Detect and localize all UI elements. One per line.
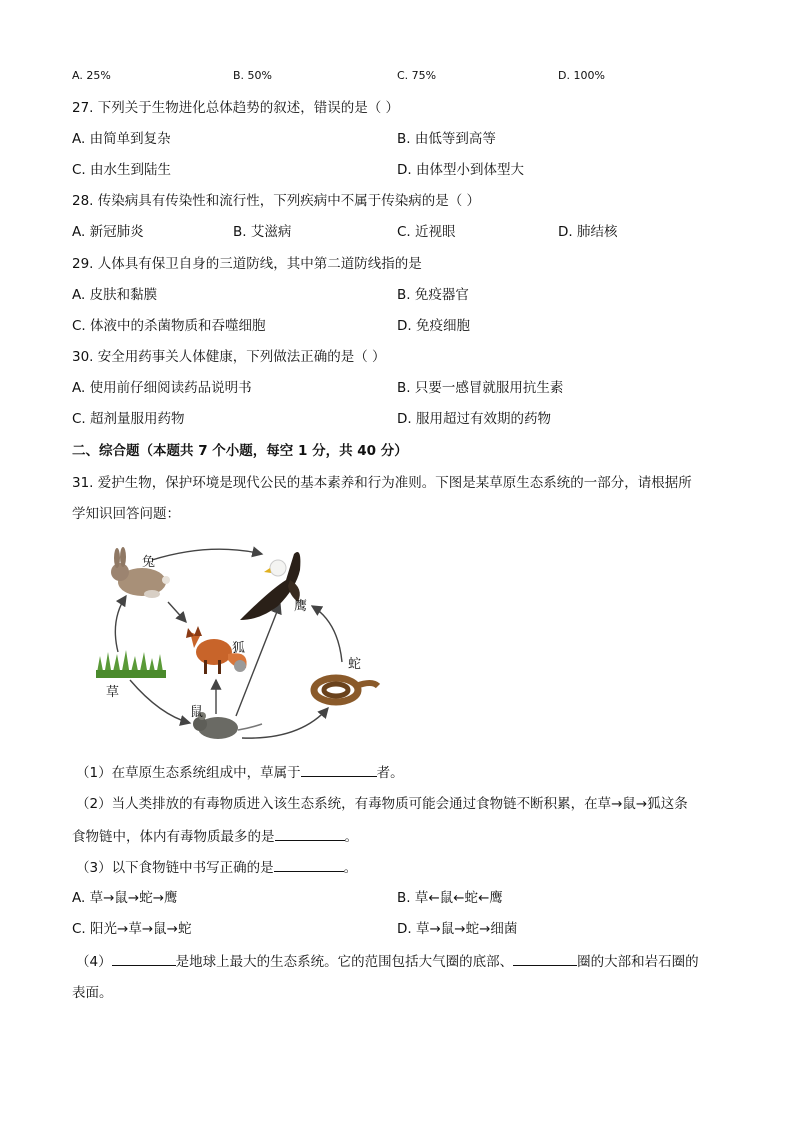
food-web-diagram xyxy=(90,540,390,750)
q31-part3-option-b[interactable]: B. 草←鼠←蛇←鹰 xyxy=(397,890,503,906)
q31-part1-blank[interactable] xyxy=(301,762,377,777)
q29-option-a[interactable]: A. 皮肤和黏膜 xyxy=(72,287,158,303)
q31-part3-blank[interactable] xyxy=(274,857,344,872)
label-grass: 草 xyxy=(106,685,120,700)
q27-stem: 27. 下列关于生物进化总体趋势的叙述，错误的是（ ） xyxy=(72,100,400,116)
label-snake: 蛇 xyxy=(348,657,362,672)
q31-part1-prefix: （1）在草原生态系统组成中，草属于 xyxy=(76,765,301,781)
q31-stem-line1: 31. 爱护生物，保护环境是现代公民的基本素养和行为准则。下图是某草原生态系统的一部分，请根据所 xyxy=(72,475,692,491)
q31-part1 xyxy=(76,762,404,782)
q31-part4-mid: 是地球上最大的生态系统。它的范围包括大气圈的底部、 xyxy=(175,954,514,970)
q27-option-c[interactable]: C. 由水生到陆生 xyxy=(72,162,172,178)
q28-option-c[interactable]: C. 近视眼 xyxy=(397,224,456,240)
q31-part4-blank2[interactable] xyxy=(513,951,577,966)
label-rabbit: 兔 xyxy=(142,555,156,570)
label-fox: 狐 xyxy=(232,641,246,656)
q30-option-a[interactable]: A. 使用前仔细阅读药品说明书 xyxy=(72,380,252,396)
q31-part3-prefix: （3）以下食物链中书写正确的是 xyxy=(76,860,274,876)
arrow-rabbit-fox xyxy=(168,602,186,622)
q30-stem: 30. 安全用药事关人体健康，下列做法正确的是（ ） xyxy=(72,349,386,365)
q28-option-a[interactable]: A. 新冠肺炎 xyxy=(72,224,144,240)
q26-option-b[interactable]: B. 50% xyxy=(233,69,272,82)
q30-option-c[interactable]: C. 超剂量服用药物 xyxy=(72,411,185,427)
q29-stem: 29. 人体具有保卫自身的三道防线，其中第二道防线指的是 xyxy=(72,256,422,272)
q31-part2-blank[interactable] xyxy=(275,826,345,841)
q29-option-b[interactable]: B. 免疫器官 xyxy=(397,287,469,303)
q26-option-a[interactable]: A. 25% xyxy=(72,69,111,82)
q27-option-d[interactable]: D. 由体型小到体型大 xyxy=(397,162,524,178)
q30-option-b[interactable]: B. 只要一感冒就服用抗生素 xyxy=(397,380,564,396)
q29-option-c[interactable]: C. 体液中的杀菌物质和吞噬细胞 xyxy=(72,318,266,334)
q26-option-c[interactable]: C. 75% xyxy=(397,69,437,82)
q26-option-d[interactable]: D. 100% xyxy=(558,69,605,82)
grass-icon xyxy=(96,650,166,678)
snake-icon xyxy=(314,678,378,702)
q31-part3-option-a[interactable]: A. 草→鼠→蛇→鹰 xyxy=(72,890,178,906)
q31-part4-prefix: （4） xyxy=(76,954,112,970)
q31-part4-line2: 表面。 xyxy=(72,985,113,1001)
q31-part4-blank1[interactable] xyxy=(112,951,176,966)
q31-part4-line1 xyxy=(76,951,699,971)
q31-part3 xyxy=(76,857,357,877)
q31-part3-option-d[interactable]: D. 草→鼠→蛇→细菌 xyxy=(397,921,518,937)
q31-part3-suffix: 。 xyxy=(343,860,358,876)
q27-option-a[interactable]: A. 由简单到复杂 xyxy=(72,131,171,147)
arrow-rabbit-eagle xyxy=(152,549,262,560)
mouse-icon xyxy=(193,712,262,739)
eagle-icon xyxy=(240,552,300,620)
arrow-mouse-snake xyxy=(242,708,328,738)
q31-part1-suffix: 者。 xyxy=(376,765,404,781)
q30-option-d[interactable]: D. 服用超过有效期的药物 xyxy=(397,411,551,427)
q28-option-b[interactable]: B. 艾滋病 xyxy=(233,224,292,240)
arrow-grass-rabbit xyxy=(115,596,126,652)
q31-part3-option-c[interactable]: C. 阳光→草→鼠→蛇 xyxy=(72,921,192,937)
q31-stem-line2: 学知识回答问题： xyxy=(72,506,180,522)
q31-part2-prefix: 食物链中，体内有毒物质最多的是 xyxy=(72,829,275,845)
arrow-grass-mouse xyxy=(130,680,190,723)
arrow-snake-eagle xyxy=(312,606,342,662)
label-mouse: 鼠 xyxy=(190,705,204,720)
rabbit-icon xyxy=(111,547,170,598)
q28-option-d[interactable]: D. 肺结核 xyxy=(558,224,618,240)
q31-part4-suffix: 圈的大部和岩石圈的 xyxy=(577,954,699,970)
q31-part2-line1: （2）当人类排放的有毒物质进入该生态系统，有毒物质可能会通过食物链不断积累，在草→鼠→狐这条 xyxy=(76,796,688,812)
q29-option-d[interactable]: D. 免疫细胞 xyxy=(397,318,470,334)
q31-part2-line2 xyxy=(72,826,358,846)
q27-option-b[interactable]: B. 由低等到高等 xyxy=(397,131,496,147)
q31-part2-suffix: 。 xyxy=(344,829,358,845)
label-eagle: 鹰 xyxy=(294,599,308,614)
q28-stem: 28. 传染病具有传染性和流行性，下列疾病中不属于传染病的是（ ） xyxy=(72,193,481,209)
section-heading: 二、综合题（本题共 7 个小题，每空 1 分，共 40 分） xyxy=(72,443,408,459)
